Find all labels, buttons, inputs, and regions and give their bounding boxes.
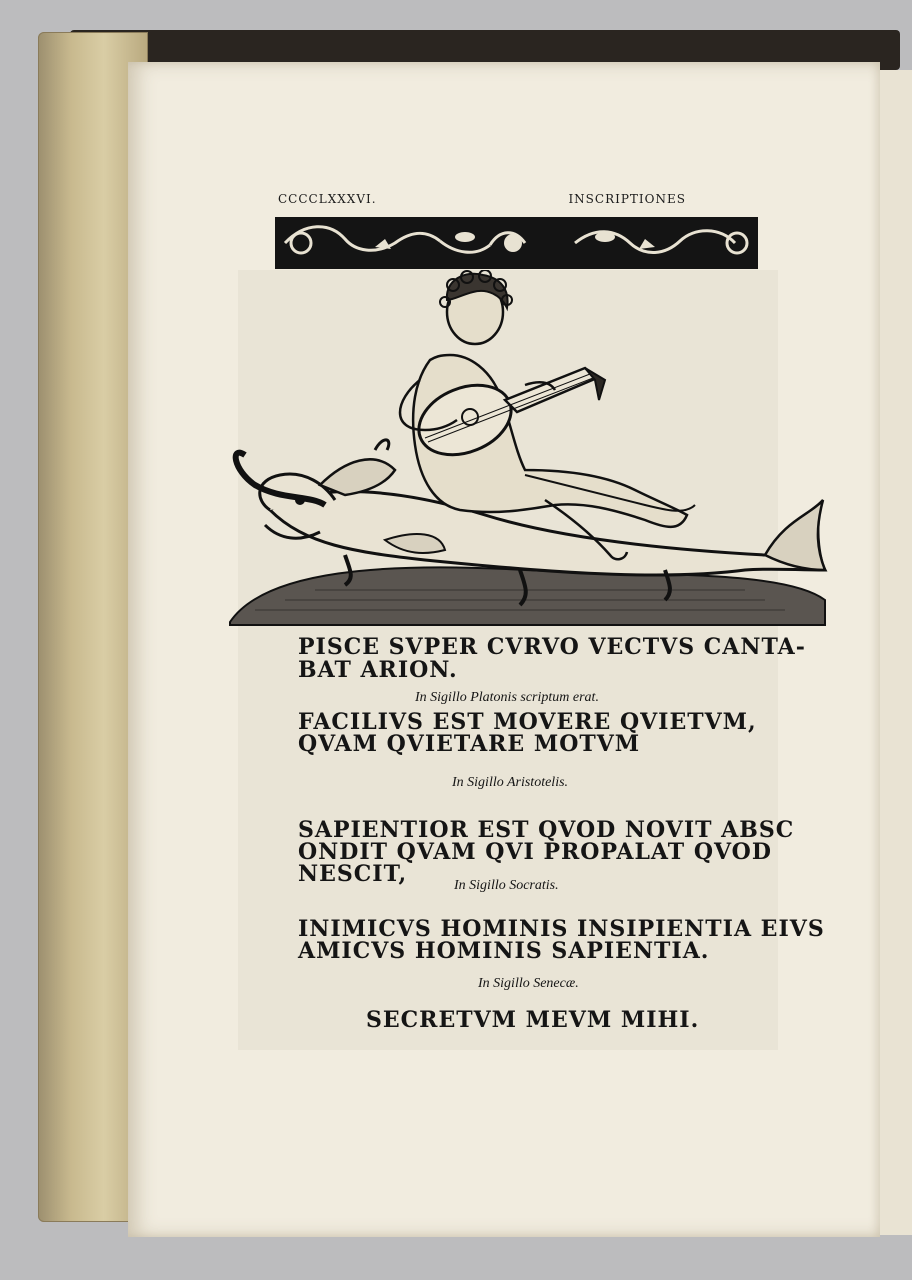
running-head: INSCRIPTIONES [568,192,686,206]
seal-aristotle-caption: In Sigillo Aristotelis. [452,775,569,790]
seal-seneca-caption: In Sigillo Senecæ. [478,976,579,991]
motto-line-2: BAT ARION. [298,657,458,683]
plato-line-2: QVAM QVIETARE MOTVM [298,731,641,757]
aristotle-line-3: NESCIT, [298,861,408,887]
plato-line-1: FACILIVS EST MOVERE QVIETVM, [298,709,757,735]
seal-socrates-caption: In Sigillo Socratis. [454,878,559,893]
motto-line-1: PISCE SVPER CVRVO VECTVS CANTA- [298,634,806,660]
page-header [278,192,758,212]
seal-plato-caption: In Sigillo Platonis scriptum erat. [415,690,599,705]
aristotle-line-1: SAPIENTIOR EST QVOD NOVIT ABSC [298,817,795,843]
ornamental-headpiece [275,217,758,269]
socrates-line-2: AMICVS HOMINIS SAPIENTIA. [298,938,710,964]
socrates-line-1: INIMICVS HOMINIS INSIPIENTIA EIVS [298,916,825,942]
facing-page-edge [878,70,912,1235]
aristotle-line-2: ONDIT QVAM QVI PROPALAT QVOD [298,839,772,865]
arion-woodcut-illustration [225,270,830,630]
folio-number: CCCCLXXXVI. [278,192,377,206]
seneca-line-1: SECRETVM MEVM MIHI. [366,1007,700,1033]
